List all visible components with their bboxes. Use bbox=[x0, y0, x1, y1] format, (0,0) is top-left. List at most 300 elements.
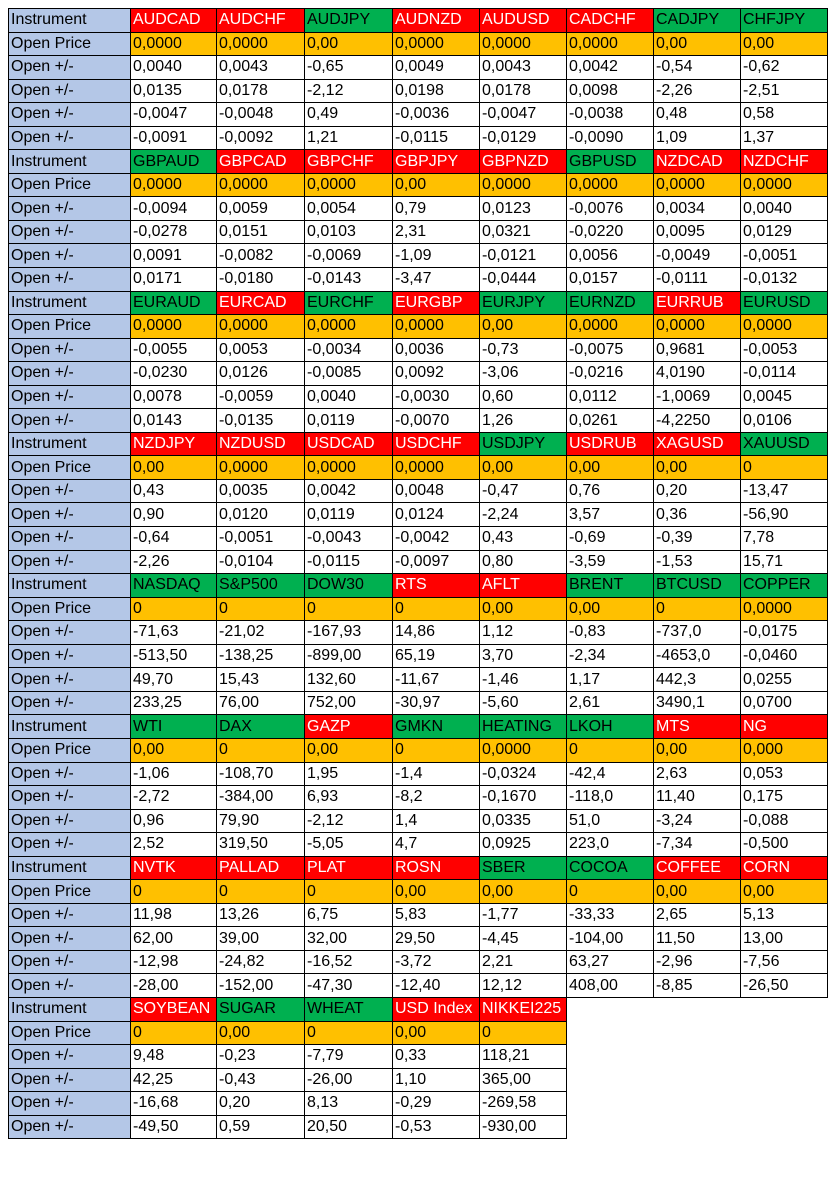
open-change-row bbox=[9, 103, 828, 127]
open-change-value: 2,52 bbox=[131, 833, 217, 857]
open-price-value: 0,0000 bbox=[305, 173, 393, 197]
instrument-name: DOW30 bbox=[305, 574, 393, 598]
instrument-name: COCOA bbox=[567, 856, 654, 880]
open-change-value: -0,0055 bbox=[131, 338, 217, 362]
open-change-value: 0,79 bbox=[393, 197, 480, 221]
empty-cell bbox=[654, 1115, 741, 1139]
open-change-value: 2,31 bbox=[393, 220, 480, 244]
open-change-value: -1,46 bbox=[480, 668, 567, 692]
open-price-value: 0,00 bbox=[305, 32, 393, 56]
instrument-name: EURGBP bbox=[393, 291, 480, 315]
open-change-value: 42,25 bbox=[131, 1068, 217, 1092]
open-change-label: Open +/- bbox=[9, 762, 131, 786]
open-change-value: -0,0180 bbox=[217, 268, 305, 292]
open-change-value: 0,80 bbox=[480, 550, 567, 574]
instrument-name: LKOH bbox=[567, 715, 654, 739]
open-change-row bbox=[9, 786, 828, 810]
open-change-row bbox=[9, 809, 828, 833]
open-change-value: 0,0143 bbox=[131, 409, 217, 433]
open-change-value: 65,19 bbox=[393, 644, 480, 668]
open-price-value: 0,0000 bbox=[393, 32, 480, 56]
open-change-value: 3490,1 bbox=[654, 691, 741, 715]
open-change-label: Open +/- bbox=[9, 268, 131, 292]
open-change-value: 0,0059 bbox=[217, 197, 305, 221]
open-change-row bbox=[9, 644, 828, 668]
empty-cell bbox=[741, 1068, 828, 1092]
open-change-value: -5,60 bbox=[480, 691, 567, 715]
open-change-value: 0,0035 bbox=[217, 479, 305, 503]
instrument-name: NZDCAD bbox=[654, 150, 741, 174]
open-change-row bbox=[9, 503, 828, 527]
open-change-value: -16,52 bbox=[305, 950, 393, 974]
open-change-value: -0,0115 bbox=[305, 550, 393, 574]
open-price-row bbox=[9, 738, 828, 762]
open-change-value: 11,40 bbox=[654, 786, 741, 810]
instrument-name: SBER bbox=[480, 856, 567, 880]
open-change-value: -33,33 bbox=[567, 903, 654, 927]
open-price-value: 0,00 bbox=[480, 315, 567, 339]
open-change-value: -8,2 bbox=[393, 786, 480, 810]
open-change-value: 1,95 bbox=[305, 762, 393, 786]
open-change-row bbox=[9, 903, 828, 927]
open-change-value: -152,00 bbox=[217, 974, 305, 998]
open-change-label: Open +/- bbox=[9, 550, 131, 574]
instrument-name: MTS bbox=[654, 715, 741, 739]
open-change-value: 0,0095 bbox=[654, 220, 741, 244]
instrument-name: SUGAR bbox=[217, 997, 305, 1021]
open-change-label: Open +/- bbox=[9, 1092, 131, 1116]
empty-cell bbox=[654, 1045, 741, 1069]
open-change-value: -3,59 bbox=[567, 550, 654, 574]
open-change-value: 0,0040 bbox=[741, 197, 828, 221]
open-change-value: -0,0070 bbox=[393, 409, 480, 433]
open-change-value: 0,0157 bbox=[567, 268, 654, 292]
open-change-value: 0,0049 bbox=[393, 56, 480, 80]
open-price-value: 0,00 bbox=[305, 738, 393, 762]
open-change-label: Open +/- bbox=[9, 668, 131, 692]
open-change-value: 0,9681 bbox=[654, 338, 741, 362]
open-change-value: -1,06 bbox=[131, 762, 217, 786]
open-change-row bbox=[9, 621, 828, 645]
open-change-value: 20,50 bbox=[305, 1115, 393, 1139]
open-change-value: 14,86 bbox=[393, 621, 480, 645]
open-change-value: -0,0051 bbox=[741, 244, 828, 268]
open-price-value: 0,0000 bbox=[305, 315, 393, 339]
open-change-value: -0,0216 bbox=[567, 362, 654, 386]
open-change-value: 0,0034 bbox=[654, 197, 741, 221]
empty-cell bbox=[741, 1021, 828, 1045]
open-change-value: -104,00 bbox=[567, 927, 654, 951]
open-change-row bbox=[9, 479, 828, 503]
open-change-label: Open +/- bbox=[9, 1045, 131, 1069]
open-change-value: -0,0143 bbox=[305, 268, 393, 292]
open-price-value: 0,0000 bbox=[217, 173, 305, 197]
instrument-row bbox=[9, 9, 828, 33]
open-price-value: 0,0000 bbox=[217, 456, 305, 480]
open-change-value: -0,47 bbox=[480, 479, 567, 503]
open-price-value: 0,0000 bbox=[741, 597, 828, 621]
open-change-value: 233,25 bbox=[131, 691, 217, 715]
empty-cell bbox=[741, 997, 828, 1021]
open-change-value: -0,0091 bbox=[131, 126, 217, 150]
open-price-value: 0,0000 bbox=[654, 173, 741, 197]
instrument-row bbox=[9, 997, 828, 1021]
instrument-label: Instrument bbox=[9, 9, 131, 33]
open-change-value: 2,65 bbox=[654, 903, 741, 927]
open-change-value: 0,053 bbox=[741, 762, 828, 786]
open-change-value: -0,64 bbox=[131, 527, 217, 551]
open-change-value: 0,0321 bbox=[480, 220, 567, 244]
open-change-value: -47,30 bbox=[305, 974, 393, 998]
open-change-value: 12,12 bbox=[480, 974, 567, 998]
instrument-label: Instrument bbox=[9, 997, 131, 1021]
open-change-value: 1,17 bbox=[567, 668, 654, 692]
open-change-value: 7,78 bbox=[741, 527, 828, 551]
open-change-value: -30,97 bbox=[393, 691, 480, 715]
open-price-label: Open Price bbox=[9, 32, 131, 56]
open-change-label: Open +/- bbox=[9, 927, 131, 951]
open-change-value: 5,13 bbox=[741, 903, 828, 927]
instrument-row bbox=[9, 291, 828, 315]
open-change-label: Open +/- bbox=[9, 220, 131, 244]
open-change-value: 0,0124 bbox=[393, 503, 480, 527]
open-price-label: Open Price bbox=[9, 456, 131, 480]
open-change-value: -3,47 bbox=[393, 268, 480, 292]
empty-cell bbox=[654, 1092, 741, 1116]
open-change-value: 15,43 bbox=[217, 668, 305, 692]
open-change-value: -24,82 bbox=[217, 950, 305, 974]
open-change-value: 76,00 bbox=[217, 691, 305, 715]
open-change-value: 15,71 bbox=[741, 550, 828, 574]
open-change-row bbox=[9, 385, 828, 409]
open-change-value: -0,0049 bbox=[654, 244, 741, 268]
instrument-name: WHEAT bbox=[305, 997, 393, 1021]
open-change-row bbox=[9, 974, 828, 998]
open-change-value: 5,83 bbox=[393, 903, 480, 927]
instrument-name: ROSN bbox=[393, 856, 480, 880]
open-change-value: 6,75 bbox=[305, 903, 393, 927]
instrument-name: COPPER bbox=[741, 574, 828, 598]
instrument-name: AUDJPY bbox=[305, 9, 393, 33]
open-change-value: -0,0220 bbox=[567, 220, 654, 244]
instrument-name: USDCHF bbox=[393, 432, 480, 456]
open-change-value: -0,0121 bbox=[480, 244, 567, 268]
open-change-value: 4,7 bbox=[393, 833, 480, 857]
open-change-label: Open +/- bbox=[9, 385, 131, 409]
open-change-value: 0,0112 bbox=[567, 385, 654, 409]
open-change-value: -0,0111 bbox=[654, 268, 741, 292]
open-change-value: -0,0051 bbox=[217, 527, 305, 551]
open-change-value: -28,00 bbox=[131, 974, 217, 998]
open-change-value: 1,12 bbox=[480, 621, 567, 645]
open-price-value: 0,0000 bbox=[480, 173, 567, 197]
open-price-value: 0,0000 bbox=[131, 315, 217, 339]
instrument-name: USDCAD bbox=[305, 432, 393, 456]
open-change-value: 0,36 bbox=[654, 503, 741, 527]
open-price-row bbox=[9, 173, 828, 197]
open-price-value: 0 bbox=[480, 1021, 567, 1045]
instrument-name: AUDUSD bbox=[480, 9, 567, 33]
open-change-value: 0,0129 bbox=[741, 220, 828, 244]
open-price-value: 0,00 bbox=[567, 456, 654, 480]
open-change-value: 0,48 bbox=[654, 103, 741, 127]
open-change-value: -737,0 bbox=[654, 621, 741, 645]
open-change-value: -11,67 bbox=[393, 668, 480, 692]
open-change-value: 51,0 bbox=[567, 809, 654, 833]
open-change-value: -12,98 bbox=[131, 950, 217, 974]
open-change-value: 319,50 bbox=[217, 833, 305, 857]
instrument-name: GBPJPY bbox=[393, 150, 480, 174]
open-price-value: 0,0000 bbox=[741, 173, 828, 197]
open-change-value: 365,00 bbox=[480, 1068, 567, 1092]
instrument-name: GMKN bbox=[393, 715, 480, 739]
empty-cell bbox=[741, 1045, 828, 1069]
open-change-value: 0,43 bbox=[131, 479, 217, 503]
open-change-row bbox=[9, 1092, 828, 1116]
instrument-label: Instrument bbox=[9, 432, 131, 456]
open-change-value: 6,93 bbox=[305, 786, 393, 810]
open-change-value: -3,06 bbox=[480, 362, 567, 386]
instrument-name: NZDUSD bbox=[217, 432, 305, 456]
open-price-value: 0 bbox=[131, 880, 217, 904]
open-price-value: 0 bbox=[393, 597, 480, 621]
open-price-value: 0,0000 bbox=[131, 173, 217, 197]
open-change-value: -1,09 bbox=[393, 244, 480, 268]
open-change-value: -8,85 bbox=[654, 974, 741, 998]
instrument-name: EURRUB bbox=[654, 291, 741, 315]
open-price-row bbox=[9, 880, 828, 904]
instrument-name: COFFEE bbox=[654, 856, 741, 880]
open-change-value: -930,00 bbox=[480, 1115, 567, 1139]
open-change-row bbox=[9, 126, 828, 150]
open-change-label: Open +/- bbox=[9, 621, 131, 645]
open-change-value: 29,50 bbox=[393, 927, 480, 951]
open-change-value: -0,1670 bbox=[480, 786, 567, 810]
open-change-value: 0,0171 bbox=[131, 268, 217, 292]
open-change-value: -0,0444 bbox=[480, 268, 567, 292]
open-price-label: Open Price bbox=[9, 597, 131, 621]
open-change-label: Open +/- bbox=[9, 644, 131, 668]
open-price-value: 0,0000 bbox=[305, 456, 393, 480]
open-price-value: 0,0000 bbox=[567, 315, 654, 339]
open-price-value: 0 bbox=[217, 597, 305, 621]
open-change-value: 3,57 bbox=[567, 503, 654, 527]
open-price-value: 0,0000 bbox=[480, 32, 567, 56]
instrument-name: PALLAD bbox=[217, 856, 305, 880]
instrument-name: EURJPY bbox=[480, 291, 567, 315]
empty-cell bbox=[567, 1115, 654, 1139]
open-change-value: -49,50 bbox=[131, 1115, 217, 1139]
open-change-value: -0,0034 bbox=[305, 338, 393, 362]
open-change-value: -384,00 bbox=[217, 786, 305, 810]
instrument-name: CADJPY bbox=[654, 9, 741, 33]
open-change-value: -2,12 bbox=[305, 79, 393, 103]
open-change-row bbox=[9, 927, 828, 951]
open-change-value: -899,00 bbox=[305, 644, 393, 668]
instrument-name: USDJPY bbox=[480, 432, 567, 456]
open-change-value: 0,20 bbox=[654, 479, 741, 503]
open-change-value: 13,26 bbox=[217, 903, 305, 927]
empty-cell bbox=[567, 1092, 654, 1116]
open-price-value: 0,00 bbox=[480, 597, 567, 621]
instrument-name: RTS bbox=[393, 574, 480, 598]
open-price-value: 0,00 bbox=[654, 880, 741, 904]
instrument-label: Instrument bbox=[9, 291, 131, 315]
open-change-value: 39,00 bbox=[217, 927, 305, 951]
open-change-row bbox=[9, 79, 828, 103]
open-change-value: -108,70 bbox=[217, 762, 305, 786]
open-price-value: 0,0000 bbox=[741, 315, 828, 339]
open-change-value: -1,53 bbox=[654, 550, 741, 574]
open-change-value: -0,0059 bbox=[217, 385, 305, 409]
open-change-row bbox=[9, 1045, 828, 1069]
instrument-name: NZDCHF bbox=[741, 150, 828, 174]
open-price-label: Open Price bbox=[9, 173, 131, 197]
open-change-value: -4,45 bbox=[480, 927, 567, 951]
instrument-name: EURAUD bbox=[131, 291, 217, 315]
instrument-name: GBPAUD bbox=[131, 150, 217, 174]
open-change-value: -0,0030 bbox=[393, 385, 480, 409]
open-change-value: 0,0054 bbox=[305, 197, 393, 221]
open-change-value: 0,20 bbox=[217, 1092, 305, 1116]
open-change-label: Open +/- bbox=[9, 56, 131, 80]
open-change-value: 118,21 bbox=[480, 1045, 567, 1069]
instrument-name: PLAT bbox=[305, 856, 393, 880]
instrument-name: NIKKEI225 bbox=[480, 997, 567, 1021]
open-price-row bbox=[9, 32, 828, 56]
open-change-row bbox=[9, 56, 828, 80]
open-change-value: -2,12 bbox=[305, 809, 393, 833]
open-change-label: Open +/- bbox=[9, 479, 131, 503]
open-change-value: 8,13 bbox=[305, 1092, 393, 1116]
open-price-value: 0,00 bbox=[131, 456, 217, 480]
open-change-value: -0,0175 bbox=[741, 621, 828, 645]
open-change-value: -3,24 bbox=[654, 809, 741, 833]
open-change-row bbox=[9, 244, 828, 268]
instrument-name: EURUSD bbox=[741, 291, 828, 315]
open-change-value: -56,90 bbox=[741, 503, 828, 527]
instrument-name: GAZP bbox=[305, 715, 393, 739]
open-change-value: 0,0198 bbox=[393, 79, 480, 103]
open-change-value: 9,48 bbox=[131, 1045, 217, 1069]
open-change-value: 0,60 bbox=[480, 385, 567, 409]
open-change-value: -16,68 bbox=[131, 1092, 217, 1116]
open-change-value: 1,09 bbox=[654, 126, 741, 150]
open-change-value: -0,0082 bbox=[217, 244, 305, 268]
open-change-value: -0,0042 bbox=[393, 527, 480, 551]
open-change-value: 0,0106 bbox=[741, 409, 828, 433]
open-change-value: -0,0053 bbox=[741, 338, 828, 362]
open-change-value: 0,0048 bbox=[393, 479, 480, 503]
open-change-value: 13,00 bbox=[741, 927, 828, 951]
instrument-label: Instrument bbox=[9, 856, 131, 880]
open-price-value: 0 bbox=[305, 597, 393, 621]
open-change-row bbox=[9, 527, 828, 551]
open-price-value: 0 bbox=[217, 880, 305, 904]
open-change-label: Open +/- bbox=[9, 79, 131, 103]
open-change-value: -0,0129 bbox=[480, 126, 567, 150]
open-change-value: -0,39 bbox=[654, 527, 741, 551]
instrument-name: EURNZD bbox=[567, 291, 654, 315]
open-change-label: Open +/- bbox=[9, 903, 131, 927]
open-price-value: 0,00 bbox=[741, 32, 828, 56]
open-change-value: 0,0335 bbox=[480, 809, 567, 833]
open-change-value: -4653,0 bbox=[654, 644, 741, 668]
open-price-value: 0,00 bbox=[217, 1021, 305, 1045]
instrument-name: AUDCAD bbox=[131, 9, 217, 33]
instrument-name: CHFJPY bbox=[741, 9, 828, 33]
open-change-label: Open +/- bbox=[9, 833, 131, 857]
open-change-value: -0,500 bbox=[741, 833, 828, 857]
open-change-value: 0,0053 bbox=[217, 338, 305, 362]
open-change-label: Open +/- bbox=[9, 126, 131, 150]
open-change-row bbox=[9, 1068, 828, 1092]
open-change-label: Open +/- bbox=[9, 362, 131, 386]
open-change-value: 408,00 bbox=[567, 974, 654, 998]
open-price-value: 0 bbox=[217, 738, 305, 762]
open-change-value: 0,0103 bbox=[305, 220, 393, 244]
open-change-value: -2,26 bbox=[131, 550, 217, 574]
instrument-name: WTI bbox=[131, 715, 217, 739]
open-price-value: 0,0000 bbox=[217, 315, 305, 339]
open-change-value: -0,54 bbox=[654, 56, 741, 80]
open-change-value: 0,0178 bbox=[217, 79, 305, 103]
open-change-value: -2,72 bbox=[131, 786, 217, 810]
open-change-value: -13,47 bbox=[741, 479, 828, 503]
open-change-value: -0,0097 bbox=[393, 550, 480, 574]
open-price-label: Open Price bbox=[9, 880, 131, 904]
open-change-value: 63,27 bbox=[567, 950, 654, 974]
instrument-label: Instrument bbox=[9, 715, 131, 739]
open-price-value: 0 bbox=[305, 1021, 393, 1045]
open-change-value: 223,0 bbox=[567, 833, 654, 857]
open-change-row bbox=[9, 197, 828, 221]
instrument-name: CADCHF bbox=[567, 9, 654, 33]
open-change-value: -0,0278 bbox=[131, 220, 217, 244]
open-price-value: 0,0000 bbox=[480, 738, 567, 762]
open-change-value: -5,05 bbox=[305, 833, 393, 857]
instrument-name: BTCUSD bbox=[654, 574, 741, 598]
open-change-label: Open +/- bbox=[9, 409, 131, 433]
open-change-value: -0,83 bbox=[567, 621, 654, 645]
open-change-value: -1,0069 bbox=[654, 385, 741, 409]
open-change-value: -0,0069 bbox=[305, 244, 393, 268]
open-price-label: Open Price bbox=[9, 315, 131, 339]
instrument-row bbox=[9, 856, 828, 880]
open-change-value: 11,98 bbox=[131, 903, 217, 927]
open-change-value: -0,0047 bbox=[480, 103, 567, 127]
open-change-row bbox=[9, 362, 828, 386]
open-change-value: 0,0151 bbox=[217, 220, 305, 244]
open-change-value: -1,77 bbox=[480, 903, 567, 927]
open-price-row bbox=[9, 1021, 828, 1045]
instrument-name: GBPUSD bbox=[567, 150, 654, 174]
open-price-value: 0,00 bbox=[480, 880, 567, 904]
open-price-value: 0,00 bbox=[393, 880, 480, 904]
open-change-value: -7,79 bbox=[305, 1045, 393, 1069]
open-change-value: 0,0078 bbox=[131, 385, 217, 409]
open-change-value: 0,0056 bbox=[567, 244, 654, 268]
open-change-value: -2,24 bbox=[480, 503, 567, 527]
open-price-row bbox=[9, 456, 828, 480]
open-change-row bbox=[9, 268, 828, 292]
instrument-row bbox=[9, 150, 828, 174]
open-change-value: -0,73 bbox=[480, 338, 567, 362]
open-change-value: -138,25 bbox=[217, 644, 305, 668]
open-change-value: -0,0114 bbox=[741, 362, 828, 386]
empty-cell bbox=[741, 1092, 828, 1116]
open-price-label: Open Price bbox=[9, 1021, 131, 1045]
